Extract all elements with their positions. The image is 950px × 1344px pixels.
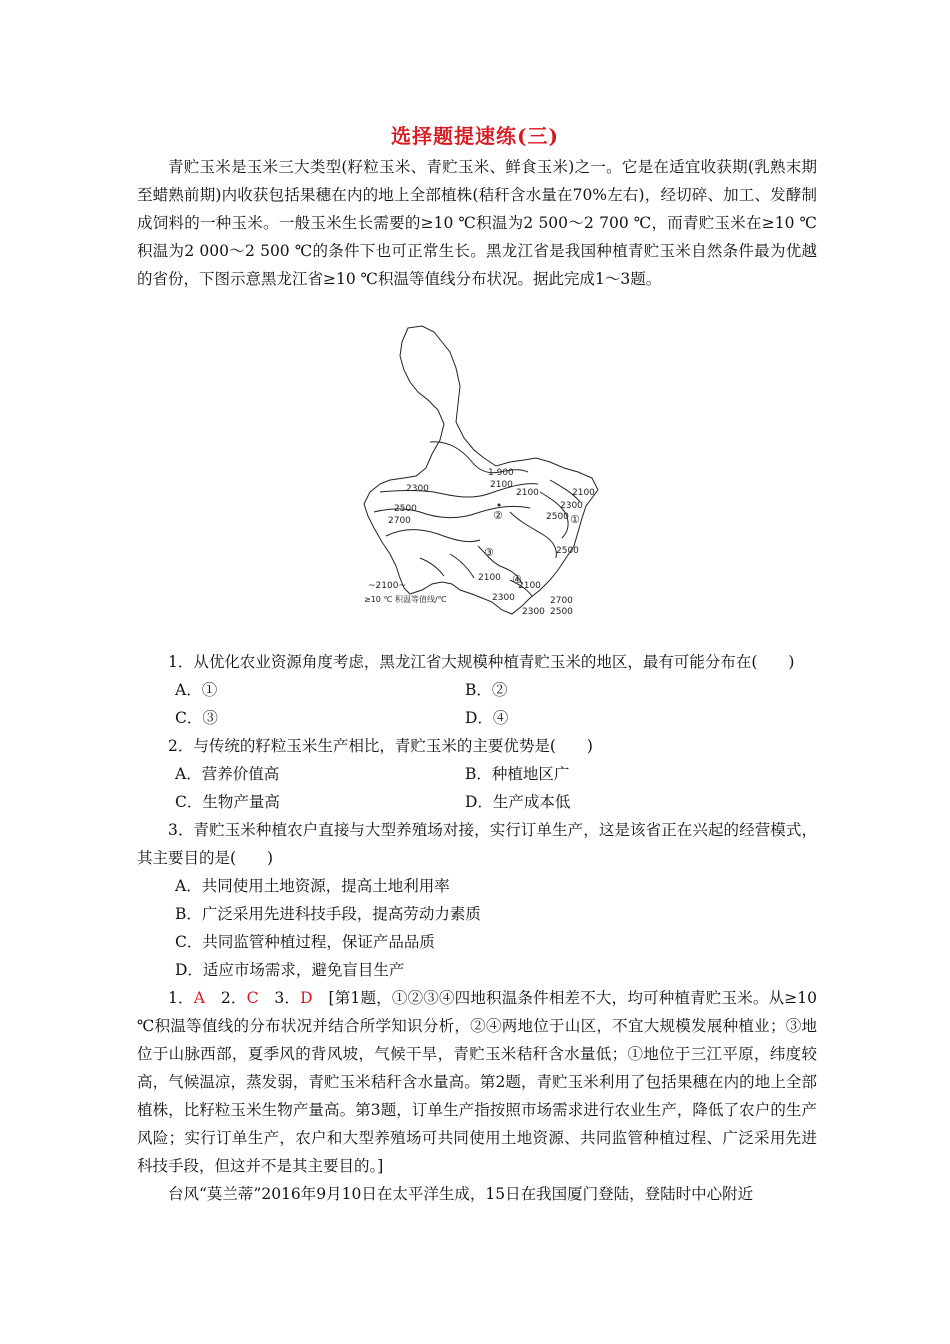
legend-line-sample: ~2100~ (368, 581, 406, 591)
next-question-intro: 台风“莫兰蒂”2016年9月10日在太平洋生成，15日在我国厦门登陆，登陆时中心附近 (168, 1185, 754, 1203)
answer-2: C (246, 989, 259, 1007)
contour-label: 2300 (522, 607, 545, 617)
q2-option-a[interactable]: A．营养价值高 (175, 765, 280, 783)
contour-label: 2700 (550, 596, 573, 606)
q1-option-a[interactable]: A．① (175, 681, 218, 699)
explanation-text: [第1题，①②③④四地积温条件相差不大，均可种植青贮玉米。从≥10 ℃积温等值线的分布状况并结合所学知识分析，②④两地位于山区，不宜大规模发展种植业；③地位于山脉西部，夏季风的背风坡，气候干旱，青贮玉米秸秆含水量低；①地位于三江平原，纬度较高，气候温凉，蒸发弱，青贮玉米秸秆含水量高。第2题，青贮玉米利用了包括果穗在内的地上全部植株，比籽粒玉米生物产量高。第3题，订单生产指按照市场需求进行农业生产，降低了农户的生产风险；实行订单生产，农户和大型养殖场可共同使用土地资源、共同监管种植过程、广泛采用先进科技手段，但这并不是其主要目的。] (137, 989, 817, 1175)
q2-option-d[interactable]: D．生产成本低 (465, 793, 571, 811)
marker-3: ③ (484, 546, 494, 559)
contour-label: 2500 (556, 546, 579, 556)
contour-label: 2100 (478, 573, 501, 583)
contour-label: 2500 (546, 512, 569, 522)
contour-label: 2500 (394, 504, 417, 514)
answer-prefix-2: 2． (204, 989, 247, 1007)
contour-label: 2300 (406, 484, 429, 494)
marker-2: ② (493, 509, 503, 522)
q3-option-a[interactable]: A．共同使用土地资源，提高土地利用率 (175, 877, 450, 895)
contour-label: 2500 (550, 607, 573, 617)
answer-1: A (193, 989, 205, 1007)
contour-label: 2100 (490, 480, 513, 490)
marker-4: ④ (512, 573, 522, 586)
marker-1: ① (570, 513, 580, 526)
contour-label: 2300 (492, 593, 515, 603)
legend-text: ≥10 ℃ 积温等值线/℃ (364, 595, 447, 604)
contour-label: 2300 (560, 501, 583, 511)
q3-option-d[interactable]: D．适应市场需求，避免盲目生产 (175, 961, 405, 979)
contour-label: 1 900 (488, 468, 514, 478)
q2-option-c[interactable]: C．生物产量高 (175, 793, 280, 811)
question-2-stem: 2．与传统的籽粒玉米生产相比，青贮玉米的主要优势是( ) (168, 737, 593, 755)
q3-option-b[interactable]: B．广泛采用先进科技手段，提高劳动力素质 (175, 905, 481, 923)
q1-option-d[interactable]: D．④ (465, 709, 509, 727)
contour-label: 2100 (572, 488, 595, 498)
heilongjiang-contour-map (360, 322, 600, 617)
contour-label: 2100 (516, 488, 539, 498)
answer-3: D (300, 989, 313, 1007)
q3-option-c[interactable]: C．共同监管种植过程，保证产品品质 (175, 933, 435, 951)
question-1-stem: 1．从优化农业资源角度考虑，黑龙江省大规模种植青贮玉米的地区，最有可能分布在( ) (168, 653, 795, 671)
q2-option-b[interactable]: B．种植地区广 (465, 765, 570, 783)
page-title: 选择题提速练(三) (391, 124, 559, 148)
q1-option-c[interactable]: C．③ (175, 709, 218, 727)
answer-prefix-1: 1． (168, 989, 194, 1007)
intro-paragraph: 青贮玉米是玉米三大类型(籽粒玉米、青贮玉米、鲜食玉米)之一。它是在适宜收获期(乳熟末期至蜡熟前期)内收获包括果穗在内的地上全部植株(秸秆含水量在70%左右)，经切碎、加工、发酵制成饲料的一种玉米。一般玉米生长需要的≥10 ℃积温为2 500～2 700 ℃，而青贮玉米在≥10 ℃积温为2 000～2 500 ℃的条件下也可正常生长。黑龙江省是我国种植青贮玉米自然条件最为优越的省份，下图示意黑龙江省≥10 ℃积温等值线分布状况。据此完成1～3题。 (137, 158, 817, 288)
contour-label: 2700 (388, 516, 411, 526)
answer-prefix-3: 3． (258, 989, 301, 1007)
contour-label: 2100 (518, 581, 541, 591)
answer-explanation (137, 984, 817, 1180)
question-3-stem: 3．青贮玉米种植农户直接与大型养殖场对接，实行订单生产，这是该省正在兴起的经营模式，其主要目的是( ) (137, 821, 817, 867)
q1-option-b[interactable]: B．② (465, 681, 508, 699)
marker-2-dot (498, 504, 501, 507)
